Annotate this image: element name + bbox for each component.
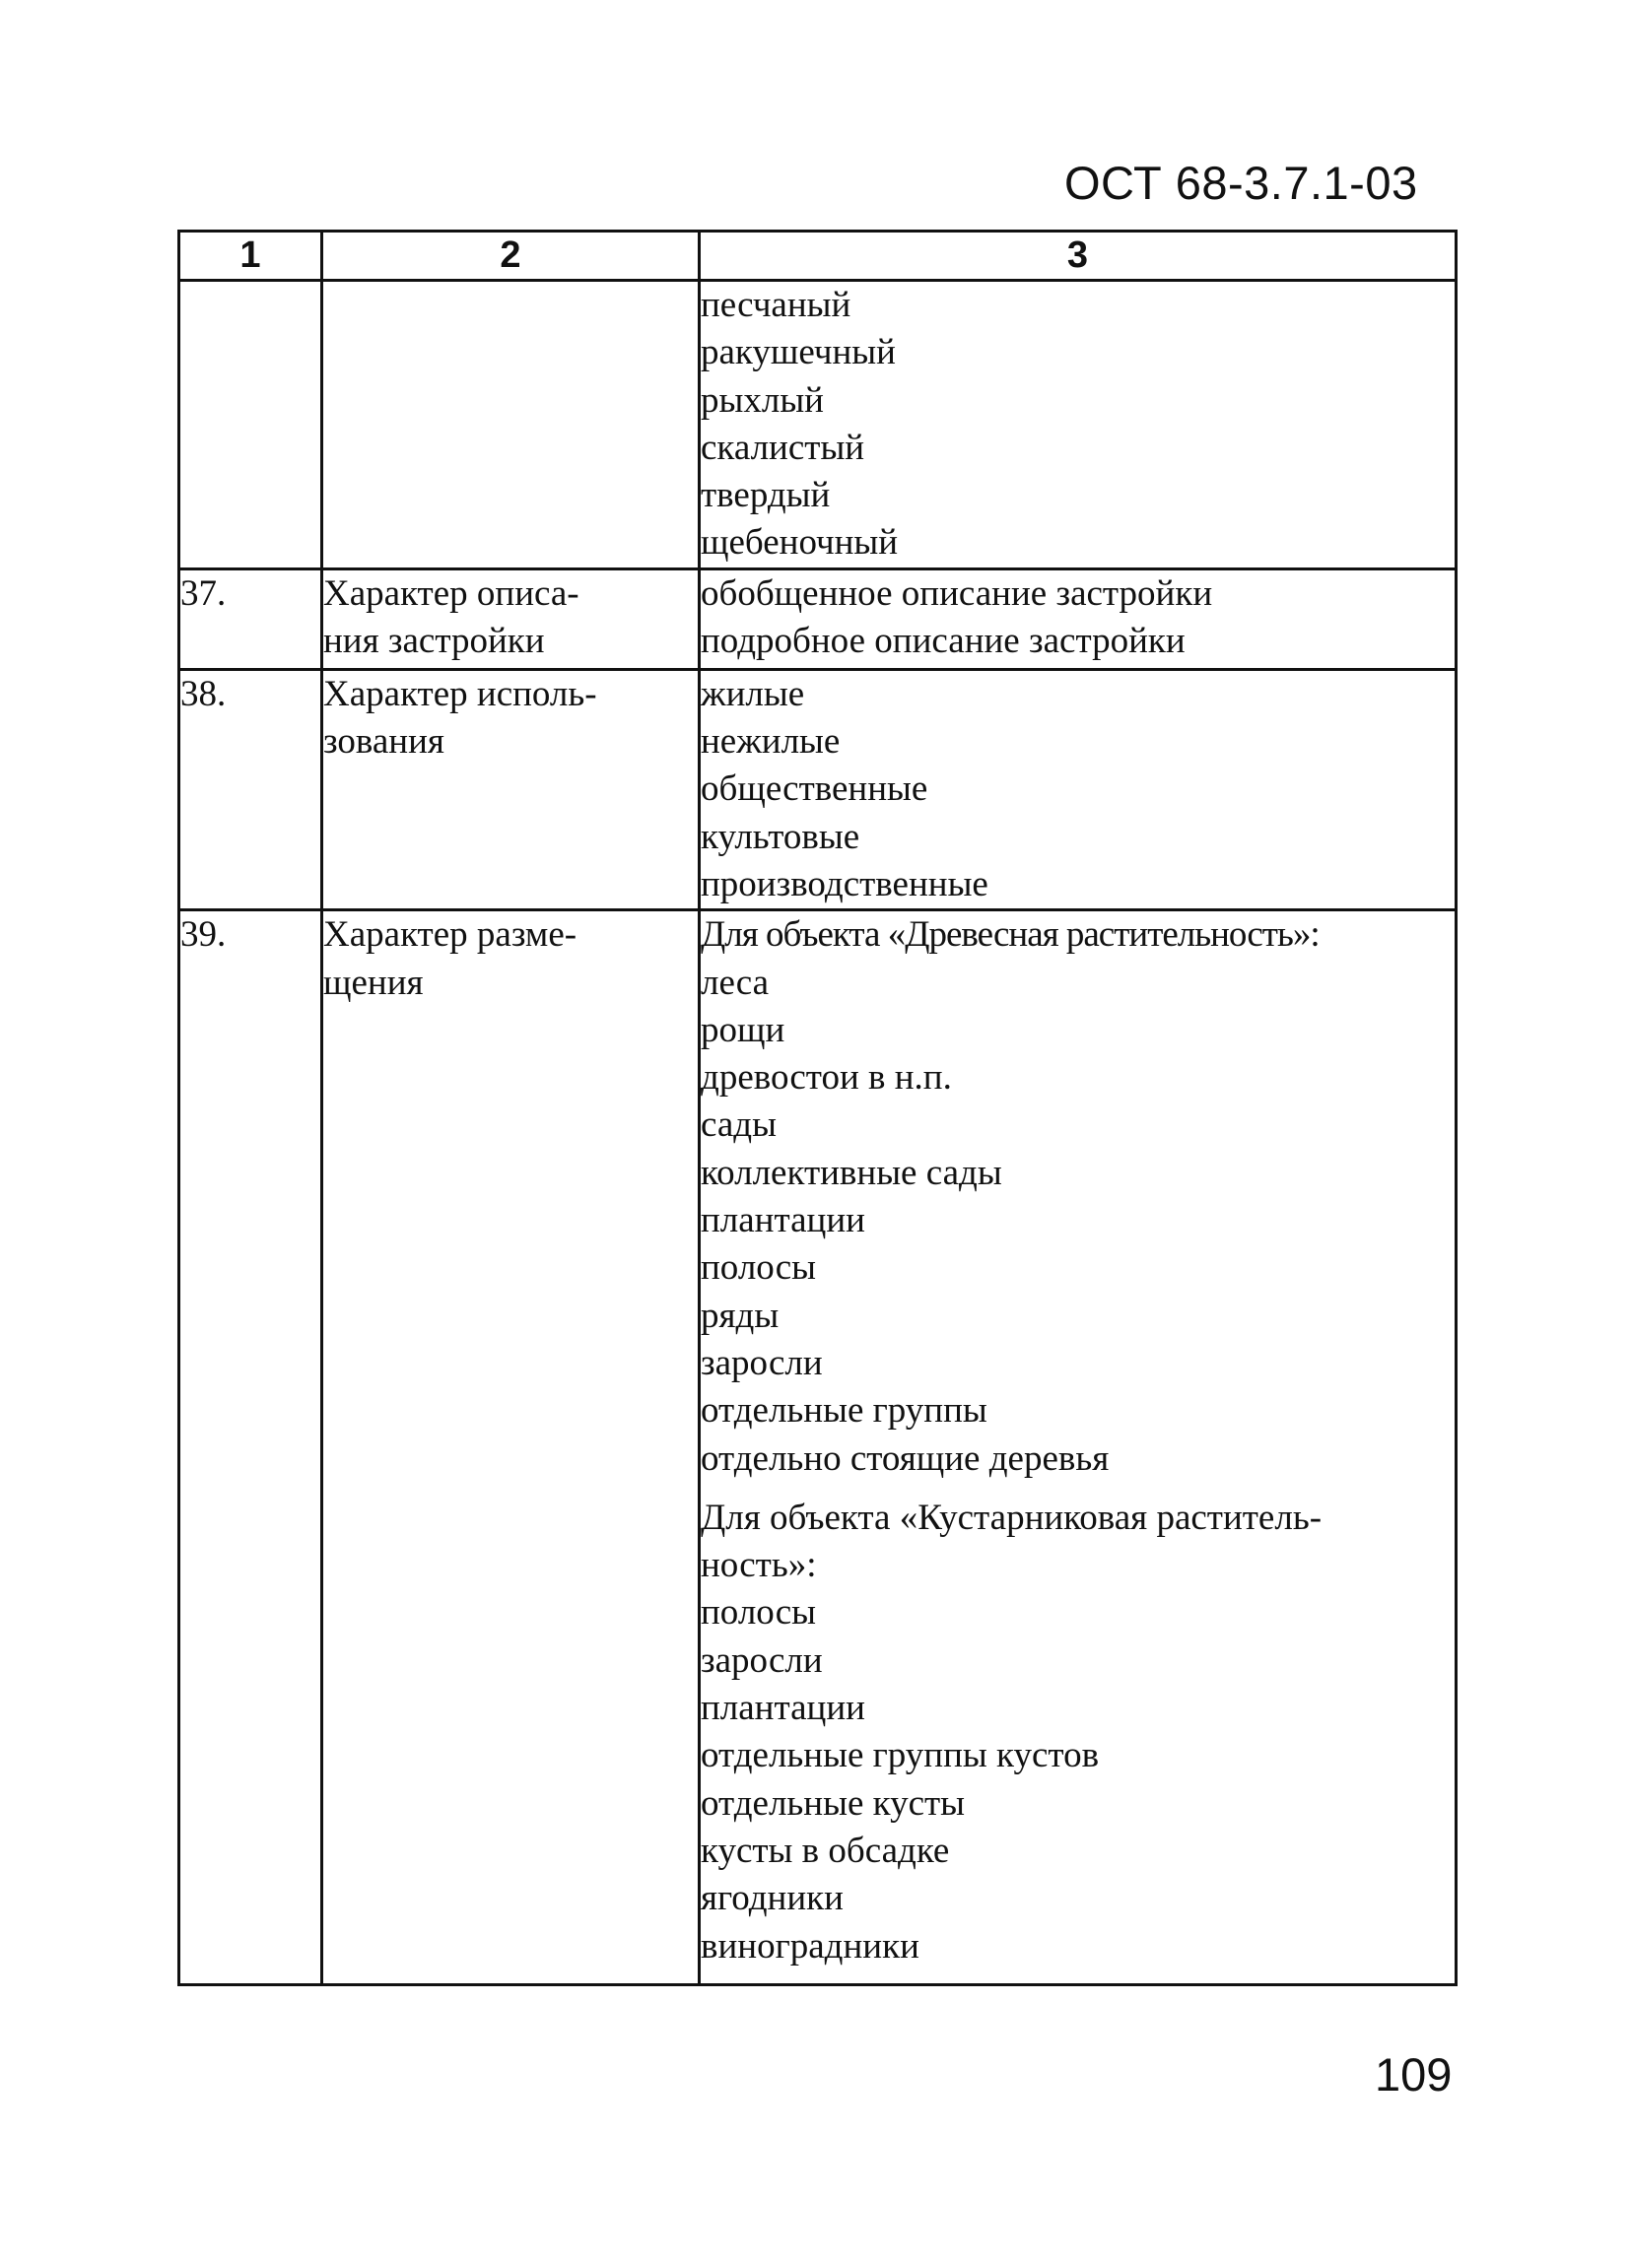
value-item: виноградники: [701, 1925, 919, 1967]
table-row: [179, 669, 1457, 909]
row-values: [700, 568, 1457, 669]
value-item: сады: [701, 1104, 777, 1146]
value-item: культовые: [701, 816, 860, 857]
description-line: Характер описа-: [323, 572, 579, 614]
value-item: ягодники: [701, 1878, 844, 1919]
document-code: ОСТ 68-3.7.1-03: [1064, 157, 1418, 209]
value-item: щебеночный: [701, 522, 899, 564]
value-item: производственные: [701, 863, 988, 904]
page-number: 109: [1375, 2048, 1453, 2101]
value-item: полосы: [701, 1592, 816, 1634]
value-item: обобщенное описание застройки: [701, 572, 1213, 614]
row-number: 38.: [179, 669, 322, 909]
value-item: отдельно стоящие деревья: [701, 1437, 1110, 1479]
table-row: [179, 281, 1457, 569]
value-item: отдельные группы кустов: [701, 1735, 1100, 1776]
row-values: [700, 910, 1457, 1985]
value-item: коллективные сады: [701, 1152, 1002, 1193]
group-heading-trees: Для объекта «Древесная растительность»:: [701, 914, 1320, 956]
value-item: песчаный: [701, 285, 851, 325]
value-item: полосы: [701, 1247, 816, 1289]
row-values: [700, 669, 1457, 909]
row-description: [322, 669, 700, 909]
value-item: плантации: [701, 1688, 865, 1729]
description-line: Характер разме-: [323, 914, 577, 956]
value-item: древостои в н.п.: [701, 1057, 952, 1099]
description-line: ния застройки: [323, 621, 545, 662]
value-item: кусты в обсадке: [701, 1830, 950, 1871]
classification-table: [177, 230, 1458, 1986]
value-item: твердый: [701, 475, 831, 516]
row-values: [700, 281, 1457, 569]
value-item: скалистый: [701, 427, 865, 468]
value-item: ракушечный: [701, 332, 896, 373]
row-number: [179, 281, 322, 569]
description-line: Характер исполь-: [323, 673, 597, 714]
value-item: общественные: [701, 768, 928, 810]
row-number: 37.: [179, 568, 322, 669]
row-description: [322, 910, 700, 1985]
value-item: заросли: [701, 1639, 823, 1681]
row-number: 39.: [179, 910, 322, 1985]
value-item: леса: [701, 962, 770, 1003]
value-item: подробное описание застройки: [701, 621, 1186, 662]
value-item: ряды: [701, 1295, 780, 1336]
row-description: [322, 281, 700, 569]
table-row: [179, 910, 1457, 1985]
value-item: рощи: [701, 1009, 785, 1050]
column-header-2: 2: [322, 232, 700, 281]
row-description: [322, 568, 700, 669]
table-row: [179, 568, 1457, 669]
value-item: плантации: [701, 1200, 865, 1241]
column-header-3: 3: [700, 232, 1457, 281]
column-header-1: 1: [179, 232, 322, 281]
table-header-row: [179, 232, 1457, 281]
description-line: щения: [323, 962, 424, 1003]
value-item: заросли: [701, 1342, 823, 1383]
description-line: зования: [323, 721, 444, 763]
group-heading-shrubs: ность»:: [701, 1545, 817, 1586]
group-spacer: [701, 1483, 1455, 1495]
group-heading-shrubs: Для объекта «Кустарниковая раститель-: [701, 1497, 1323, 1538]
value-item: отдельные кусты: [701, 1782, 966, 1824]
value-item: нежилые: [701, 721, 841, 763]
value-item: жилые: [701, 673, 805, 714]
value-item: рыхлый: [701, 379, 824, 421]
value-item: отдельные группы: [701, 1390, 987, 1432]
